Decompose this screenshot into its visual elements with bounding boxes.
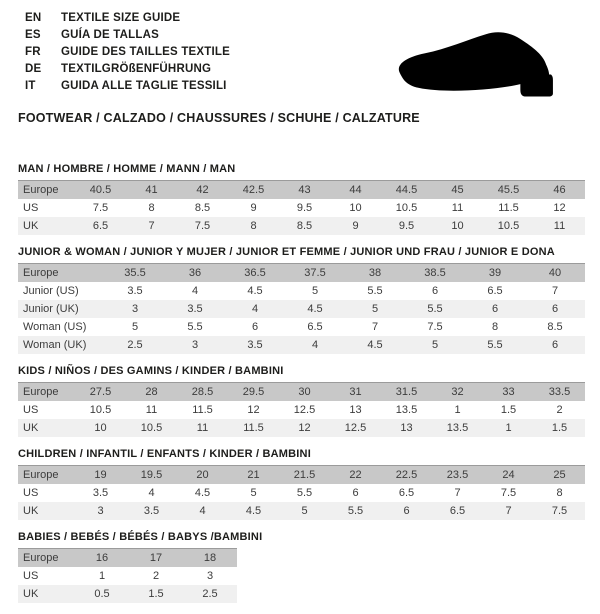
size-section bbox=[18, 448, 585, 520]
size-cell: 44.5 bbox=[381, 181, 432, 200]
size-cell: 32 bbox=[432, 383, 483, 402]
size-cell: 5 bbox=[311, 285, 319, 297]
table-row bbox=[18, 585, 237, 603]
size-cell: 3.5 bbox=[247, 339, 263, 351]
table-row bbox=[18, 217, 585, 235]
size-cell: 3.5 bbox=[187, 303, 203, 315]
table-row bbox=[18, 502, 585, 520]
size-cell: 10.5 bbox=[497, 220, 520, 232]
size-tables bbox=[18, 163, 585, 614]
size-cell: 11 bbox=[196, 422, 209, 434]
size-cell: 4.5 bbox=[194, 487, 211, 499]
size-cell: 35.5 bbox=[105, 264, 165, 283]
size-cell: 9 bbox=[352, 220, 359, 232]
language-code: DE bbox=[25, 63, 42, 75]
size-cell: 3.5 bbox=[92, 487, 109, 499]
section-title: KIDS / NIÑOS / DES GAMINS / KINDER / BAMBINI bbox=[18, 365, 284, 377]
size-cell: 40.5 bbox=[75, 181, 126, 200]
size-cell: 36 bbox=[165, 264, 225, 283]
size-cell: 7.5 bbox=[194, 220, 211, 232]
table-row bbox=[18, 199, 585, 217]
table-header-row bbox=[18, 549, 237, 568]
size-cell: 4 bbox=[199, 505, 206, 517]
size-cell: 7.5 bbox=[500, 487, 517, 499]
size-cell: 38 bbox=[345, 264, 405, 283]
language-code: ES bbox=[25, 29, 41, 41]
size-cell: 23.5 bbox=[432, 466, 483, 485]
size-cell: 5 bbox=[371, 303, 379, 315]
size-cell: 5.5 bbox=[487, 339, 503, 351]
size-cell: 5.5 bbox=[296, 487, 313, 499]
size-cell: 6 bbox=[551, 339, 559, 351]
size-cell: 5.5 bbox=[427, 303, 443, 315]
size-cell: 6.5 bbox=[92, 220, 109, 232]
size-cell: 6.5 bbox=[487, 285, 503, 297]
size-cell: 3.5 bbox=[143, 505, 160, 517]
size-cell: 6 bbox=[551, 303, 559, 315]
size-cell: 1 bbox=[505, 422, 512, 434]
size-cell: 2 bbox=[556, 404, 563, 416]
size-cell: 0.5 bbox=[94, 588, 110, 600]
size-cell: 4.5 bbox=[307, 303, 323, 315]
size-cell: 8 bbox=[148, 202, 155, 214]
size-cell: 30 bbox=[279, 383, 330, 402]
size-section bbox=[18, 163, 585, 235]
size-section bbox=[18, 246, 585, 354]
size-cell: 18 bbox=[183, 549, 237, 568]
section-title: MAN / HOMBRE / HOMME / MANN / MAN bbox=[18, 163, 236, 175]
size-cell: 25 bbox=[534, 466, 585, 485]
size-cell: 6.5 bbox=[307, 321, 323, 333]
size-cell: 7.5 bbox=[92, 202, 109, 214]
size-cell: 12.5 bbox=[344, 422, 367, 434]
table-row bbox=[18, 282, 585, 300]
size-cell: 8 bbox=[250, 220, 257, 232]
size-cell: 12 bbox=[247, 404, 260, 416]
language-label: TEXTILE SIZE GUIDE bbox=[61, 12, 181, 24]
size-cell: 13 bbox=[400, 422, 413, 434]
size-cell: 4 bbox=[311, 339, 319, 351]
size-cell: 37.5 bbox=[285, 264, 345, 283]
size-cell: 43 bbox=[279, 181, 330, 200]
size-cell: 45 bbox=[432, 181, 483, 200]
size-cell: 19 bbox=[75, 466, 126, 485]
size-table bbox=[18, 382, 585, 437]
row-label: US bbox=[23, 570, 39, 582]
size-cell: 11.5 bbox=[243, 422, 264, 434]
language-label: GUÍA DE TALLAS bbox=[61, 29, 159, 41]
language-row bbox=[25, 27, 230, 44]
size-cell: 6 bbox=[251, 321, 259, 333]
size-cell: 2.5 bbox=[202, 588, 218, 600]
size-cell: 42 bbox=[177, 181, 228, 200]
size-cell: 4 bbox=[191, 285, 199, 297]
size-cell: 36.5 bbox=[225, 264, 285, 283]
language-list bbox=[25, 10, 230, 95]
row-label: UK bbox=[23, 588, 39, 600]
size-cell: 7 bbox=[551, 285, 559, 297]
size-cell: 1.5 bbox=[148, 588, 164, 600]
size-cell: 21 bbox=[228, 466, 279, 485]
row-label: Europe bbox=[18, 181, 75, 200]
size-table bbox=[18, 263, 585, 354]
size-cell: 46 bbox=[534, 181, 585, 200]
size-cell: 8.5 bbox=[296, 220, 313, 232]
section-title: JUNIOR & WOMAN / JUNIOR Y MUJER / JUNIOR ET FEMME / JUNIOR UND FRAU / JUNIOR E DONA bbox=[18, 246, 555, 258]
size-cell: 3 bbox=[97, 505, 104, 517]
size-cell: 5 bbox=[131, 321, 139, 333]
row-label: Europe bbox=[18, 264, 105, 283]
row-label: UK bbox=[23, 505, 39, 517]
size-cell: 40 bbox=[525, 264, 585, 283]
row-label: Woman (US) bbox=[23, 321, 87, 333]
table-row bbox=[18, 419, 585, 437]
size-cell: 4 bbox=[251, 303, 259, 315]
size-cell: 7 bbox=[148, 220, 155, 232]
size-section bbox=[18, 365, 585, 437]
size-cell: 16 bbox=[75, 549, 129, 568]
language-row bbox=[25, 78, 230, 95]
size-cell: 27.5 bbox=[75, 383, 126, 402]
size-cell: 10 bbox=[349, 202, 362, 214]
size-cell: 17 bbox=[129, 549, 183, 568]
row-label: Junior (US) bbox=[23, 285, 79, 297]
language-label: GUIDA ALLE TAGLIE TESSILI bbox=[61, 80, 227, 92]
size-cell: 13 bbox=[349, 404, 362, 416]
size-cell: 3 bbox=[191, 339, 199, 351]
size-cell: 5.5 bbox=[347, 505, 364, 517]
row-label: US bbox=[23, 487, 39, 499]
size-cell: 38.5 bbox=[405, 264, 465, 283]
size-cell: 5 bbox=[301, 505, 308, 517]
table-row bbox=[18, 484, 585, 502]
size-cell: 24 bbox=[483, 466, 534, 485]
language-label: GUIDE DES TAILLES TEXTILE bbox=[61, 46, 230, 58]
size-cell: 12.5 bbox=[293, 404, 316, 416]
size-cell: 39 bbox=[465, 264, 525, 283]
size-cell: 11.5 bbox=[498, 202, 519, 214]
table-header-row bbox=[18, 181, 585, 200]
size-cell: 1 bbox=[454, 404, 461, 416]
row-label: Europe bbox=[18, 383, 75, 402]
size-cell: 11.5 bbox=[192, 404, 213, 416]
language-row bbox=[25, 61, 230, 78]
size-cell: 5.5 bbox=[187, 321, 203, 333]
size-cell: 10.5 bbox=[395, 202, 418, 214]
size-cell: 4.5 bbox=[247, 285, 263, 297]
table-header-row bbox=[18, 466, 585, 485]
size-cell: 12 bbox=[553, 202, 566, 214]
size-cell: 22.5 bbox=[381, 466, 432, 485]
size-cell: 5.5 bbox=[367, 285, 383, 297]
size-cell: 20 bbox=[177, 466, 228, 485]
size-cell: 22 bbox=[330, 466, 381, 485]
size-section bbox=[18, 531, 585, 603]
size-cell: 1.5 bbox=[551, 422, 568, 434]
size-cell: 10.5 bbox=[140, 422, 163, 434]
size-cell: 7.5 bbox=[427, 321, 443, 333]
size-cell: 28 bbox=[126, 383, 177, 402]
size-table bbox=[18, 548, 237, 603]
size-cell: 12 bbox=[298, 422, 311, 434]
row-label: Europe bbox=[18, 466, 75, 485]
size-cell: 21.5 bbox=[279, 466, 330, 485]
size-cell: 5 bbox=[250, 487, 257, 499]
table-row bbox=[18, 401, 585, 419]
row-label: Woman (UK) bbox=[23, 339, 87, 351]
table-row bbox=[18, 318, 585, 336]
table-row bbox=[18, 336, 585, 354]
size-cell: 1 bbox=[98, 570, 106, 582]
language-row bbox=[25, 44, 230, 61]
size-cell: 2.5 bbox=[127, 339, 143, 351]
size-cell: 31.5 bbox=[381, 383, 432, 402]
size-cell: 6 bbox=[403, 505, 410, 517]
size-cell: 9.5 bbox=[398, 220, 415, 232]
size-cell: 9 bbox=[250, 202, 257, 214]
size-cell: 5 bbox=[431, 339, 439, 351]
size-cell: 44 bbox=[330, 181, 381, 200]
size-cell: 13.5 bbox=[395, 404, 418, 416]
table-row bbox=[18, 300, 585, 318]
size-cell: 6 bbox=[352, 487, 359, 499]
size-cell: 7 bbox=[454, 487, 461, 499]
size-cell: 29.5 bbox=[228, 383, 279, 402]
size-cell: 33.5 bbox=[534, 383, 585, 402]
size-cell: 7 bbox=[371, 321, 379, 333]
size-cell: 6.5 bbox=[449, 505, 466, 517]
size-cell: 6 bbox=[431, 285, 439, 297]
size-cell: 3.5 bbox=[127, 285, 143, 297]
dress-shoe-icon bbox=[392, 24, 574, 102]
row-label: UK bbox=[23, 422, 39, 434]
size-cell: 42.5 bbox=[228, 181, 279, 200]
size-cell: 45.5 bbox=[483, 181, 534, 200]
table-header-row bbox=[18, 383, 585, 402]
size-cell: 11 bbox=[553, 220, 566, 232]
row-label: Europe bbox=[18, 549, 75, 568]
table-header-row bbox=[18, 264, 585, 283]
size-cell: 41 bbox=[126, 181, 177, 200]
size-cell: 8 bbox=[491, 321, 499, 333]
size-cell: 10 bbox=[451, 220, 464, 232]
size-cell: 4 bbox=[148, 487, 155, 499]
size-cell: 2 bbox=[152, 570, 160, 582]
size-cell: 28.5 bbox=[177, 383, 228, 402]
size-cell: 10.5 bbox=[89, 404, 112, 416]
size-table bbox=[18, 465, 585, 520]
size-cell: 31 bbox=[330, 383, 381, 402]
language-label: TEXTILGRÖßENFÜHRUNG bbox=[61, 63, 212, 75]
size-cell: 33 bbox=[483, 383, 534, 402]
size-cell: 3 bbox=[206, 570, 214, 582]
size-cell: 6.5 bbox=[398, 487, 415, 499]
size-cell: 6 bbox=[491, 303, 499, 315]
table-row bbox=[18, 567, 237, 585]
language-code: FR bbox=[25, 46, 41, 58]
size-cell: 10 bbox=[94, 422, 107, 434]
section-title: CHILDREN / INFANTIL / ENFANTS / KINDER / BAMBINI bbox=[18, 448, 311, 460]
row-label: US bbox=[23, 202, 39, 214]
size-cell: 8.5 bbox=[194, 202, 211, 214]
language-code: IT bbox=[25, 80, 36, 92]
language-row bbox=[25, 10, 230, 27]
shoe-silhouette-path bbox=[399, 32, 553, 96]
row-label: US bbox=[23, 404, 39, 416]
size-cell: 8.5 bbox=[547, 321, 563, 333]
row-label: Junior (UK) bbox=[23, 303, 79, 315]
size-cell: 11 bbox=[451, 202, 464, 214]
size-cell: 7.5 bbox=[551, 505, 568, 517]
size-cell: 19.5 bbox=[126, 466, 177, 485]
size-cell: 7 bbox=[505, 505, 512, 517]
size-cell: 9.5 bbox=[296, 202, 313, 214]
size-table bbox=[18, 180, 585, 235]
size-cell: 8 bbox=[556, 487, 563, 499]
size-cell: 3 bbox=[131, 303, 139, 315]
size-cell: 11 bbox=[145, 404, 158, 416]
size-cell: 1.5 bbox=[500, 404, 517, 416]
language-code: EN bbox=[25, 12, 42, 24]
category-title: FOOTWEAR / CALZADO / CHAUSSURES / SCHUHE / CALZATURE bbox=[18, 111, 420, 125]
section-title: BABIES / BEBÉS / BÉBÉS / BABYS /BAMBINI bbox=[18, 531, 263, 543]
size-cell: 4.5 bbox=[245, 505, 262, 517]
row-label: UK bbox=[23, 220, 39, 232]
size-cell: 13.5 bbox=[446, 422, 469, 434]
size-cell: 4.5 bbox=[367, 339, 383, 351]
